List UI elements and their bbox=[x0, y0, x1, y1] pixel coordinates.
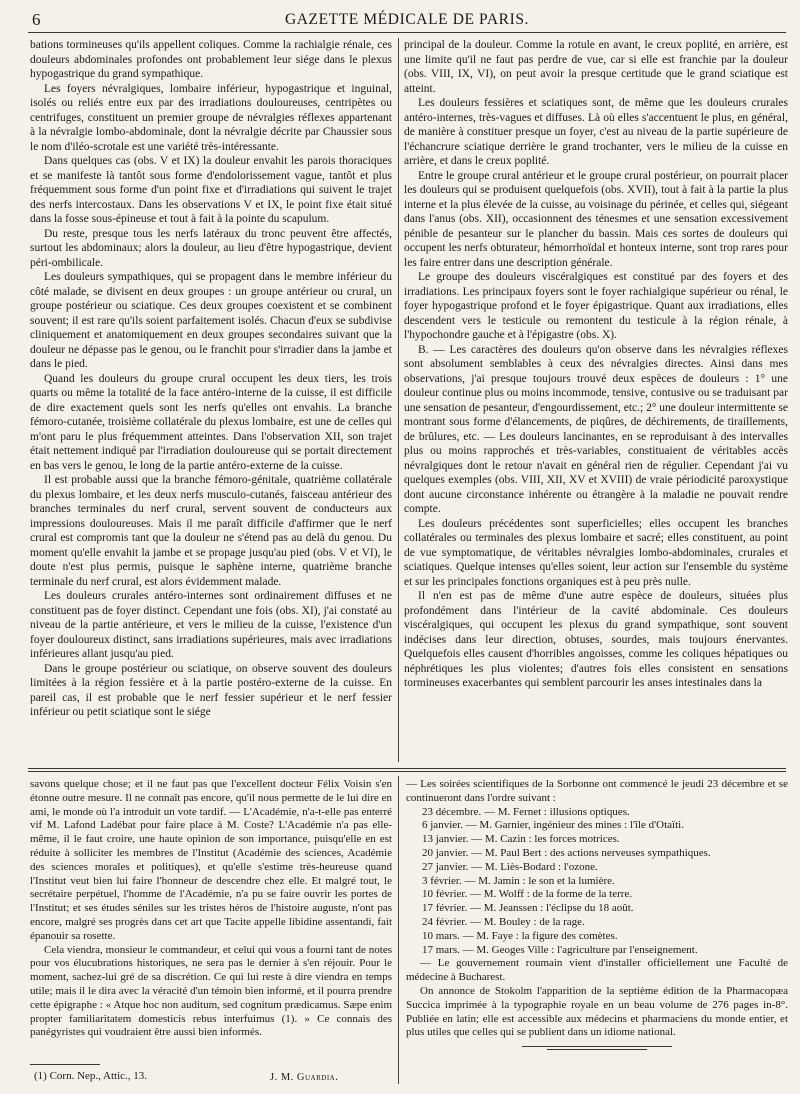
news-column bbox=[406, 778, 788, 1084]
list-item: 17 février. — M. Jeanssen : l'éclipse du 18 août. bbox=[422, 902, 634, 915]
soirees-list bbox=[406, 806, 788, 958]
feuilleton-column bbox=[30, 778, 392, 1061]
article-paragraph: Les douleurs sympathiques, qui se propagent dans le membre inférieur du côté malade, se divisent en deux groupes : un groupe antérieur ou crural, un groupe postérieur ou sciatique. Ces deux groupes coexistent et se combinent souvent; il est rare qu'ils soient parfaitement isolés. Chacun d'eux se subdivise cliniquement et anatomiquement en deux groupes secondaires suivant que la douleur ne dépasse pas le genou, ou le franchit pour s'irradier dans la jambe et dans le pied. bbox=[30, 271, 392, 370]
section-divider bbox=[28, 768, 786, 769]
feuilleton-paragraph: Cela viendra, monsieur le commandeur, et celui qui vous a fourni tant de notes pour vos élucubrations historiques, ne sera pas le dernier à s'en réjouir. Pour le moment, sachez-lui gré de sa discrétion. Ce qui lui reste à dire viendra en temps utile; mais il le dira avec la véracité d'un témoin bien informé, et il pourra prendre cette épigraphe : « Atque hoc non auditum, sed cognitum prædicamus. Sæpe enim propter familiaritatem domesticis rebus interfuimus (1). » Ce connais des panégyristes qui voudraient être aussi bien informés. bbox=[30, 943, 392, 1039]
list-item: 10 mars. — M. Faye : la figure des comètes. bbox=[422, 929, 618, 942]
article-paragraph: Les foyers névralgiques, lombaire inférieur, hypogastrique et inguinal, isolés ou reliés entre eux par des irradiations douloureuses, centripètes ou centrifuges, constituent un premier groupe de névralgies réflexes appartenant à la névralgie lombo-abdominale, dont la névralgie décrite par Chaussier sous le nom d'iléo-scrotale est une variété très-intéressante. bbox=[30, 82, 392, 153]
article-paragraph: Dans quelques cas (obs. V et IX) la douleur envahit les parois thoraciques et se manifeste là tantôt sous forme d'endolorissement vague, tantôt et plus fréquemment sous forme d'un point fixe et d'irradiations qui suivent le trajet des nerfs intercostaux. Dans les observations V et IX, le point fixe était situé dans la fosse sous-épineuse et tout à fait à la pointe du scapulum. bbox=[30, 155, 392, 225]
closing-rule bbox=[522, 1046, 672, 1047]
list-item: 13 janvier. — M. Cazin : les forces motrices. bbox=[422, 833, 620, 846]
article-paragraph: Dans le groupe postérieur ou sciatique, on observe souvent des douleurs limitées à la région fessière et à la partie postéro-externe de la cuisse. En pareil cas, il est probable que le nerf fessier supérieur et le nerf fessier inférieur ou petit sciatique sont le siége bbox=[30, 662, 392, 718]
article-paragraph: principal de la douleur. Comme la rotule en avant, le creux poplité, en arrière, est une limite qu'il ne faut pas perdre de vue, car si elle est franchie par la douleur (obs. VIII, IX, VI), on peut avoir la presque certitude que le grand sciatique est atteint. bbox=[404, 39, 788, 95]
page-header bbox=[28, 6, 786, 33]
footnote-divider bbox=[30, 1064, 100, 1065]
article-paragraph: Il n'en est pas de même d'une autre espèce de douleurs, situées plus profondément dans l'intérieur de la cavité abdominale. Ces douleurs viscéralgiques, qui occupent les plexus du grand sympathique, sont souvent indécises dans leur direction, obtuses, sourdes, mais toujours énervantes. Quelquefois elles causent d'horribles angoisses, comme les coliques hépatiques ou néphrétiques les plus violentes; d'autres fois elles consistent en sensations tormineuses exacerbantes qui semblent parcourir les anses intestinales dans la bbox=[404, 590, 788, 689]
article-paragraph: Entre le groupe crural antérieur et le groupe crural postérieur, on pourrait placer les douleurs qui se produisent quelquefois (obs. XVII), tout à fait à la partie la plus interne et la plus élevée de la cuisse, au voisinage du périnée, et celles qui, siégeant dans l'anus (obs. XII), occasionnent des ténesmes et une sensation excessivement pénible de pesanteur sur le plancher du bassin. Mais ces sortes de douleurs qui occupent les nerfs obturateur, hémorrhoïdal et honteux interne, sont trop rares pour les faire entrer dans une description générale. bbox=[404, 169, 788, 269]
column-divider bbox=[398, 776, 399, 1084]
article-paragraph: Il est probable aussi que la branche fémoro-génitale, quatrième collatérale du plexus lombaire, et les deux nerfs musculo-cutanés, faisceau antérieur des branches terminales du nerf crural, servent souvent de conducteurs aux impressions douloureuses. Mais il me paraît difficile d'affirmer que le nerf crural est compromis tant que la douleur ne s'étend pas au delà du genou. Du moment qu'elle envahit la jambe et se propage jusqu'au pied (obs. V et VI), le doute n'est plus permis, puisque le saphène interne, quatrième branche terminale du nerf crural, est alors évidemment malade. bbox=[30, 474, 392, 588]
list-item: 24 février. — M. Bouley : de la rage. bbox=[422, 915, 585, 928]
closing-rule bbox=[547, 1049, 647, 1050]
journal-title: GAZETTE MÉDICALE DE PARIS. bbox=[284, 11, 530, 28]
article-paragraph: Les douleurs crurales antéro-internes sont ordinairement diffuses et ne constituent pas de foyer distinct. Cependant une fois (obs. XI), j'ai constaté au niveau de la partie antérieure, et vers le milieu de la cuisse, l'existence d'un foyer douloureux distinct, sans irradiations supérieures, mais avec irradiations inférieures allant jusqu'au pied. bbox=[30, 590, 392, 660]
list-item: 20 janvier. — M. Paul Bert : des actions nerveuses sympathiques. bbox=[422, 846, 711, 859]
list-item: 23 décembre. — M. Fernet : illusions optiques. bbox=[422, 805, 630, 818]
article-column-left bbox=[30, 38, 392, 763]
list-item: 6 janvier. — M. Garnier, ingénieur des mines : l'île d'Otaïti. bbox=[422, 819, 684, 832]
article-paragraph: Les douleurs fessières et sciatiques sont, de même que les douleurs crurales antéro-internes, très-vagues et diffuses. Là où elles s'accentuent le plus, en général, de manière à constituer presque un foyer, c'est au niveau de la partie supérieure de l'échancrure sciatique derrière le grand trochanter, vers le milieu de la cuisse en arrière, et dans le creux poplité. bbox=[404, 97, 788, 167]
article-paragraph: Du reste, presque tous les nerfs latéraux du tronc peuvent être affectés, surtout les abdominaux; alors la douleur, au lieu d'être hypogastrique, devient péri-ombilicale. bbox=[30, 227, 392, 269]
news-intro: — Les soirées scientifiques de la Sorbonne ont commencé le jeudi 23 décembre et se continueront dans l'ordre suivant : bbox=[406, 778, 788, 804]
page-number: 6 bbox=[32, 10, 41, 29]
article-paragraph: Les douleurs précédentes sont superficielles; elles occupent les branches collatérales ou terminales des plexus lombaire et sacré; elles constituent, au point de vue symptomatique, de véritables névralgies lombo-abdominales, crurales et sciatiques. Quelque intenses qu'elles soient, leur action sur l'ensemble du système et sur les principales fonctions organiques est à peu près nulle. bbox=[404, 517, 788, 588]
author-signature: J. M. Guardia. bbox=[270, 1072, 339, 1083]
list-item: 10 février. — M. Wolff : de la forme de la terre. bbox=[422, 888, 633, 901]
feuilleton-paragraph: savons quelque chose; et il ne faut pas que l'excellent docteur Félix Voisin s'en étonne outre mesure. Il ne connaît pas encore, qu'il nous permette de le lui dire en ami, le monde où l'a introduit un vote tardif. — L'Académie, n'a-t-elle pas enterré vif M. Lafond Ladébat pour faire place à M. Coste? L'Académie n'a pas elle-même, il le faut croire, une haute opinion de son importance, puisqu'elle en est réduite à solliciter les membres de l'Institut (Académie des sciences, Académie des sciences morales et politiques), et qu'elle s'estime très-heureuse quand l'Institut veut bien lui faire l'honneur de descendre chez elle. Et malgré tout, le secrétaire perpétuel, l'homme de l'Académie, n'a pu se faire ouvrir les portes de l'Institut; et ses études séniles sur les tristes héros de l'histoire auguste, n'ont pas encore, malgré ses progrès dans cet art que Tacite appelle libidine assentandi, fait épanouir sa rosette. bbox=[30, 778, 392, 942]
article-paragraph: Le groupe des douleurs viscéralgiques est constitué par des foyers et des irradiations. Les principaux foyers sont le foyer rachialgique supérieur ou rénal, le foyer hypogastrique profond et le foyer épigastrique. Quant aux irradiations, elles descendent vers le testicule ou remontent du testicule à la région rénale, à l'hypochondre gauche et à l'épigastre (obs. X). bbox=[404, 271, 788, 341]
list-item: 17 mars. — M. Geoges Ville : l'agriculture par l'enseignement. bbox=[422, 943, 698, 956]
news-paragraph: On annonce de Stokolm l'apparition de la septième édition de la Pharmacopæa Succica imprimée à la typographie royale en un beau volume de 276 pages in-8°. Publiée en latin; elle est accessible aux médecins et pharmaciens du monde entier, et plus utiles que celles qui se publient dans un idiome national. bbox=[406, 984, 788, 1039]
article-column-right bbox=[404, 38, 788, 763]
article-paragraph: B. — Les caractères des douleurs qu'on observe dans les névralgies réflexes sont absolument semblables à ceux des névralgies directes. Ainsi dans mes observations, j'ai presque toujours trouvé deux espèces de douleurs : 1° une douleur continue plus ou moins incommode, tensive, contusive ou se traduisant par une sensation de pesanteur, d'engourdissement, etc.; 2° une douleur intermittente se montrant sous forme d'élancements, de piqûres, de déchirements, de tiraillements, de brûlures, etc. — Les douleurs lancinantes, en se reproduisant à des intervalles plus ou moins rapprochés et très-variables, constituaient de véritables accès névralgiques dont le retour n'avait en général rien de régulier. Cependant j'ai vu quelques exemples (obs. VIII, XII, XV et XVIII) de vraie périodicité paroxystique dont aucune circonstance inhérente ou étrangère à la maladie ne pouvait rendre compte. bbox=[404, 343, 788, 515]
article-paragraph: bations tormineuses qu'ils appellent coliques. Comme la rachialgie rénale, ces douleurs abdominales profondes ont probablement leur siége dans le plexus hypogastrique du grand sympathique. bbox=[30, 39, 392, 80]
list-item: 27 janvier. — M. Liès-Bodard : l'ozone. bbox=[422, 860, 598, 873]
footnote: (1) Corn. Nep., Attic., 13. bbox=[34, 1070, 148, 1082]
list-item: 3 février. — M. Jamin : le son et la lumière. bbox=[422, 874, 615, 887]
section-divider bbox=[28, 771, 786, 772]
column-divider bbox=[398, 38, 399, 762]
news-paragraph: — Le gouvernement roumain vient d'installer officiellement une Faculté de médecine à Bucharest. bbox=[406, 957, 788, 984]
article-paragraph: Quand les douleurs du groupe crural occupent les deux tiers, les trois quarts ou même la totalité de la face antéro-interne de la cuisse, il est difficile de dire exactement quels sont les nerfs qu'elles ont envahis. La branche fémoro-cutanée, troisième collatérale du plexus lombaire, est une de celles qui m'ont paru le plus fréquemment atteintes. Dans l'observation XII, son trajet était nettement indiqué par l'irradiation douloureuse qui se portait directement en bas vers le genou, le long de la partie antéro-externe de la cuisse. bbox=[30, 372, 392, 472]
